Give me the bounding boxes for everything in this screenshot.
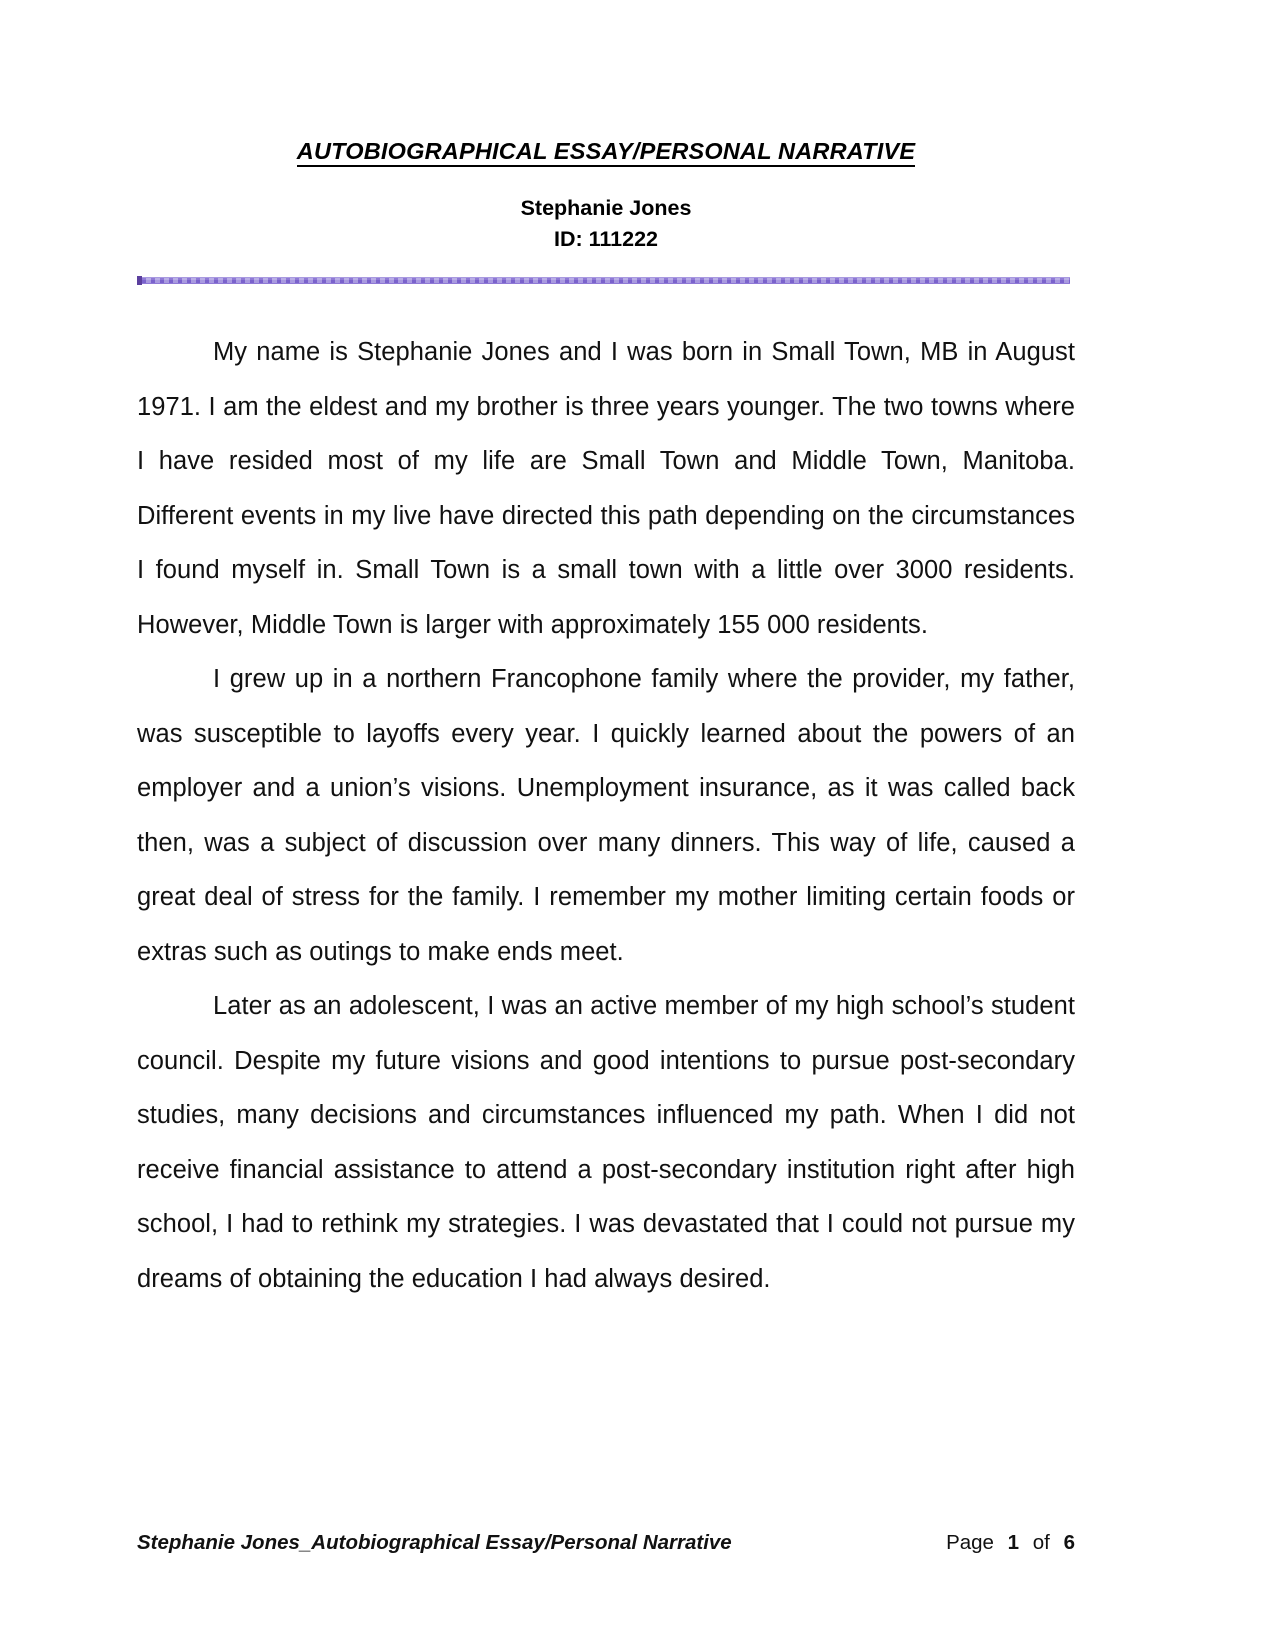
page-title — [137, 0, 1075, 165]
body-paragraph: My name is Stephanie Jones and I was born in Small Town, MB in August 1971. I am the eldest and my brother is three years younger. The two towns where I have resided most of my life are Small Town and Middle Town, Manitoba. Different events in my live have directed this path depending on the circumstances I found myself in. Small Town is a small town with a little over 3000 residents. However, Middle Town is larger with approximately 155 000 residents. — [137, 338, 1075, 639]
essay-body — [137, 325, 1075, 1306]
footer-page-label: Page — [946, 1531, 994, 1554]
page-title-text: AUTOBIOGRAPHICAL ESSAY/PERSONAL NARRATIVE — [297, 138, 915, 167]
footer-space-2 — [1019, 1531, 1033, 1554]
author-block — [137, 165, 1075, 254]
footer-space-1 — [994, 1531, 1008, 1554]
footer-of-label: of — [1032, 1531, 1050, 1554]
footer-page-number — [946, 1531, 1075, 1555]
footer-document-label: Stephanie Jones_Autobiographical Essay/Personal Narrative — [137, 1531, 732, 1554]
page-footer — [137, 1531, 1075, 1555]
footer-current-page: 1 — [1007, 1531, 1020, 1554]
author-id: ID: 111222 — [553, 226, 658, 251]
decorative-divider — [137, 275, 1075, 286]
page-content — [137, 0, 1075, 1306]
footer-total-pages: 6 — [1063, 1531, 1075, 1554]
body-paragraph: Later as an adolescent, I was an active member of my high school’s student council. Despite my future visions and good intentions to pursue post-secondary studies, many decisions and circumstances influenced my path. When I did not receive financial assistance to attend a post-secondary institution right after high school, I had to rethink my strategies. I was devastated that I could not pursue my dreams of obtaining the education I had always desired. — [137, 992, 1075, 1293]
footer-space-3 — [1050, 1531, 1064, 1554]
author-name: Stephanie Jones — [520, 196, 692, 221]
body-paragraph: I grew up in a northern Francophone family where the provider, my father, was susceptible to layoffs every year. I quickly learned about the powers of an employer and a union’s visions. Unemployment insurance, as it was called back then, was a subject of discussion over many dinners. This way of life, caused a great deal of stress for the family. I remember my mother limiting certain foods or extras such as outings to make ends meet. — [137, 665, 1075, 966]
divider-bar — [142, 277, 1070, 284]
